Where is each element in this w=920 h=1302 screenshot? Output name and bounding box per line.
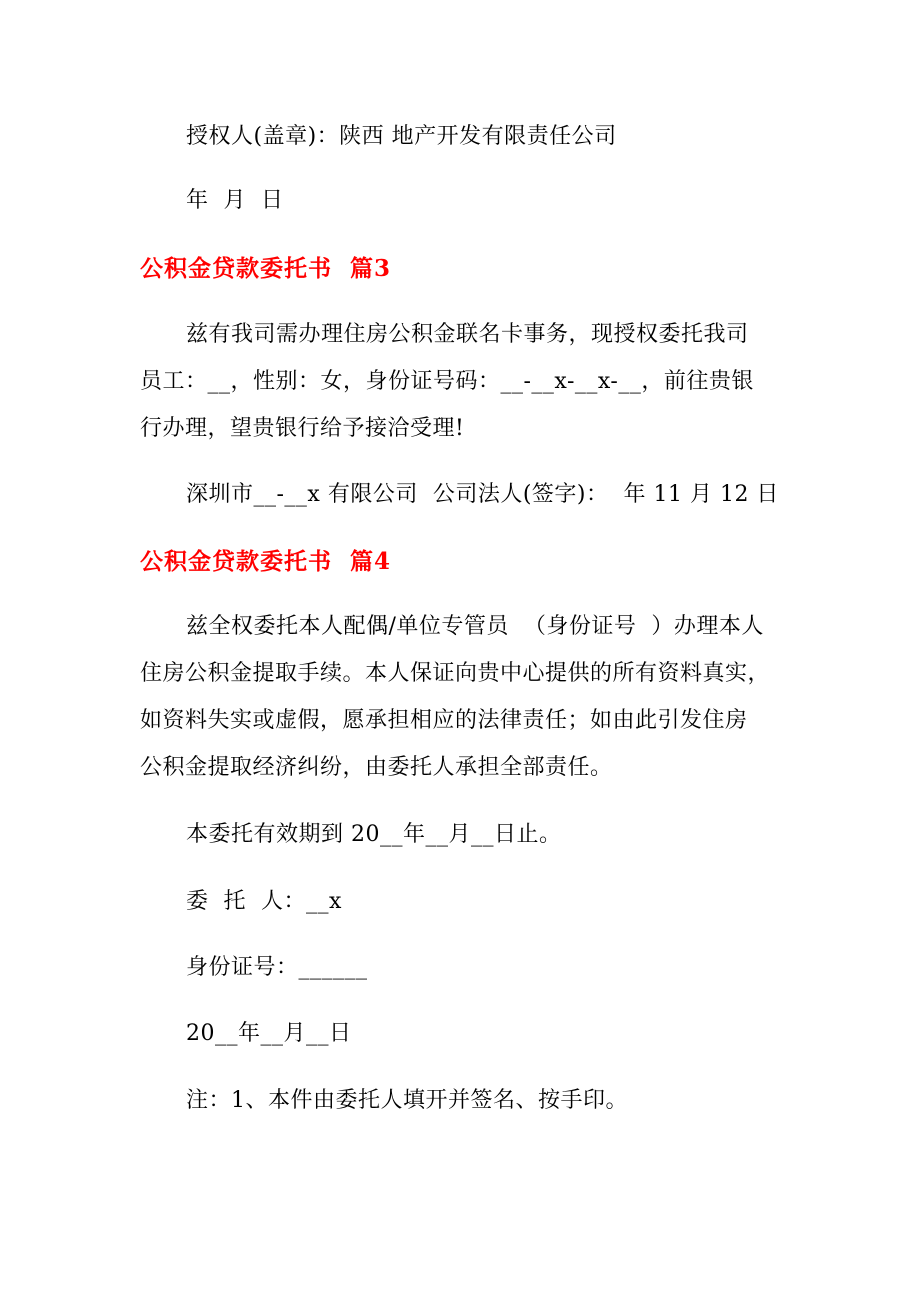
section4-paragraph-line: 公积金提取经济纠纷，由委托人承担全部责任。	[140, 755, 613, 780]
signature-line: 深圳市__-__x 有限公司 公司法人(签字)： 年 11 月 12 日	[186, 482, 779, 507]
principal-line: 委 托 人：__x	[186, 889, 342, 914]
section3-paragraph-line: 行办理，望贵银行给予接洽受理!	[140, 416, 465, 441]
section3-paragraph-line: 员工：__，性别：女，身份证号码：__-__x-__x-__，前往贵银	[140, 369, 754, 394]
authorizer-line: 授权人(盖章)：陕西 地产开发有限责任公司	[186, 124, 617, 149]
section4-paragraph-line: 兹全权委托本人配偶/单位专管员 （身份证号 ）办理本人	[186, 614, 764, 639]
section-heading-3: 公积金贷款委托书 篇3	[140, 255, 392, 282]
section3-paragraph-line: 兹有我司需办理住房公积金联名卡事务，现授权委托我司	[186, 322, 749, 347]
date-line: 20__年__月__日	[186, 1021, 352, 1046]
section4-paragraph-line: 住房公积金提取手续。本人保证向贵中心提供的所有资料真实，	[140, 661, 771, 686]
section4-paragraph-line: 如资料失实或虚假，愿承担相应的法律责任；如由此引发住房	[140, 708, 748, 733]
section-heading-4: 公积金贷款委托书 篇4	[140, 548, 392, 575]
note-line: 注：1、本件由委托人填开并签名、按手印。	[186, 1088, 628, 1113]
id-number-line: 身份证号：______	[186, 955, 368, 980]
validity-line: 本委托有效期到 20__年__月__日止。	[186, 822, 562, 847]
date-line: 年 月 日	[186, 188, 284, 213]
